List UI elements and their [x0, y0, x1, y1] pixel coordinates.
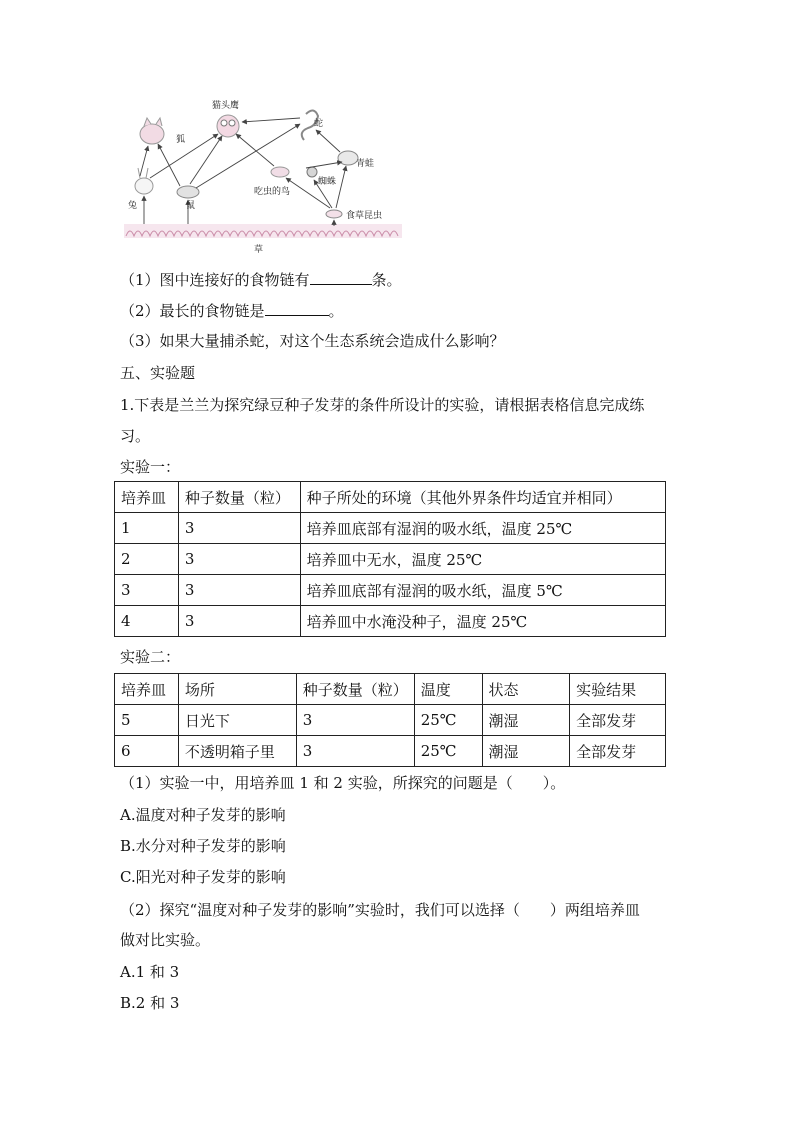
- question-1-blank[interactable]: [310, 268, 372, 285]
- option-a-2: A.1 和 3: [120, 963, 180, 981]
- table-cell: 3: [178, 575, 300, 606]
- table-cell: 25℃: [414, 736, 482, 767]
- problem-line-1: 1.下表是兰兰为探究绿豆种子发芽的条件所设计的实验，请根据表格信息完成练: [120, 396, 645, 414]
- table-cell: 培养皿中水淹没种子，温度 25℃: [300, 606, 665, 637]
- question-2-prefix: （2）最长的食物链是: [120, 302, 265, 320]
- table-cell: 3: [178, 513, 300, 544]
- option-c-1: C.阳光对种子发芽的影响: [120, 868, 286, 886]
- table-header-row: [115, 674, 666, 705]
- table-cell: 3: [115, 575, 179, 606]
- table-cell: 3: [178, 544, 300, 575]
- sub-question-2-line-2: 做对比实验。: [120, 931, 211, 949]
- table-header-row: [115, 482, 666, 513]
- frog-icon: [338, 151, 358, 165]
- table-cell: 培养皿底部有湿润的吸水纸，温度 5℃: [300, 575, 665, 606]
- fox-icon: [140, 118, 164, 144]
- bird-icon: [271, 167, 289, 177]
- table-header-cell: 种子数量（粒）: [178, 482, 300, 513]
- table-cell: 25℃: [414, 705, 482, 736]
- table-header-cell: 培养皿: [115, 482, 179, 513]
- table-header-cell: 培养皿: [115, 674, 179, 705]
- table-cell: 潮湿: [482, 736, 570, 767]
- option-a-1: A.温度对种子发芽的影响: [120, 806, 286, 824]
- spider-icon: [307, 167, 317, 177]
- spider-label: 蜘蛛: [318, 177, 337, 187]
- grass-label: 草: [254, 245, 264, 255]
- table-header-cell: 种子所处的环境（其他外界条件均适宜并相同）: [300, 482, 665, 513]
- table-header-cell: 场所: [178, 674, 296, 705]
- table-header-cell: 温度: [414, 674, 482, 705]
- table-row: [115, 736, 666, 767]
- experiment-1-title: 实验一：: [120, 458, 181, 476]
- option-b-2: B.2 和 3: [120, 994, 180, 1012]
- grass-illustration: [124, 224, 402, 238]
- option-b-1: B.水分对种子发芽的影响: [120, 837, 286, 855]
- table-row: [115, 606, 666, 637]
- table-cell: 不透明箱子里: [178, 736, 296, 767]
- question-1: [120, 268, 402, 291]
- bird-label: 吃虫的鸟: [254, 187, 291, 197]
- food-web-diagram: [120, 96, 406, 256]
- table-header-cell: 种子数量（粒）: [296, 674, 414, 705]
- owl-icon: [217, 115, 239, 137]
- owl-label: 猫头鹰: [212, 101, 240, 111]
- question-2-blank[interactable]: [265, 299, 329, 316]
- table-cell: 3: [178, 606, 300, 637]
- table-cell: 3: [296, 705, 414, 736]
- insect-label: 食草昆虫: [346, 211, 383, 221]
- insect-icon: [326, 210, 342, 218]
- question-3: （3）如果大量捕杀蛇，对这个生态系统会造成什么影响？: [120, 332, 505, 350]
- problem-line-2: 习。: [120, 427, 151, 445]
- table-header-cell: 实验结果: [570, 674, 666, 705]
- question-2-suffix: 。: [328, 302, 344, 320]
- experiment-2-table: [114, 673, 666, 767]
- table-row: [115, 705, 666, 736]
- question-1-prefix: （1）图中连接好的食物链有: [120, 271, 310, 289]
- experiment-1-table: [114, 481, 666, 637]
- rabbit-icon: [135, 168, 153, 194]
- rabbit-label: 兔: [128, 201, 138, 211]
- table-cell: 日光下: [178, 705, 296, 736]
- table-cell: 6: [115, 736, 179, 767]
- table-row: [115, 575, 666, 606]
- mouse-label: 鼠: [186, 201, 196, 211]
- table-cell: 3: [296, 736, 414, 767]
- fox-label: 狐: [176, 135, 186, 145]
- table-cell: 5: [115, 705, 179, 736]
- sub-question-1: （1）实验一中，用培养皿 1 和 2 实验，所探究的问题是（ ）。: [120, 774, 566, 792]
- table-cell: 2: [115, 544, 179, 575]
- table-cell: 1: [115, 513, 179, 544]
- question-2: [120, 299, 344, 322]
- table-cell: 培养皿底部有湿润的吸水纸，温度 25℃: [300, 513, 665, 544]
- table-cell: 全部发芽: [570, 705, 666, 736]
- table-row: [115, 544, 666, 575]
- table-row: [115, 513, 666, 544]
- table-cell: 全部发芽: [570, 736, 666, 767]
- experiment-2-title: 实验二：: [120, 648, 181, 666]
- table-header-cell: 状态: [482, 674, 570, 705]
- table-cell: 潮湿: [482, 705, 570, 736]
- frog-label: 青蛙: [356, 159, 375, 169]
- mouse-icon: [177, 186, 199, 198]
- table-cell: 4: [115, 606, 179, 637]
- section-title: 五、实验题: [120, 364, 196, 382]
- sub-question-2-line-1: （2）探究“温度对种子发芽的影响”实验时，我们可以选择（ ）两组培养皿: [120, 901, 640, 919]
- question-1-suffix: 条。: [371, 271, 402, 289]
- table-cell: 培养皿中无水，温度 25℃: [300, 544, 665, 575]
- snake-label: 蛇: [314, 119, 324, 129]
